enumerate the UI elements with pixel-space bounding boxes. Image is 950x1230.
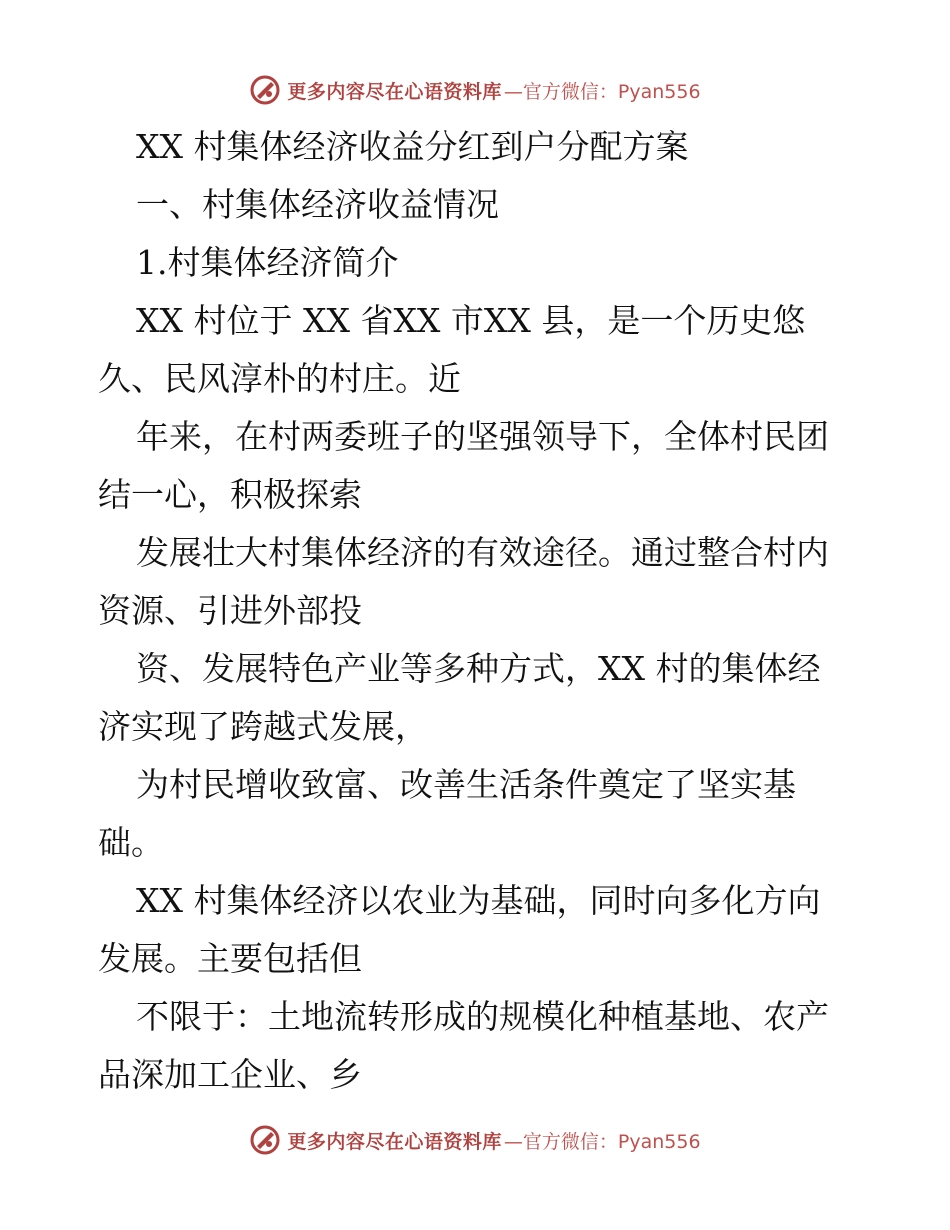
subsection-heading: 1.村集体经济简介 (136, 243, 399, 282)
banner-brand-text: 更多内容尽在心语资料库 (287, 80, 502, 103)
paragraph-line: 发展壮大村集体经济的有效途径。通过整合村内 (136, 533, 829, 572)
paragraph-line: XX 村集体经济以农业为基础，同时向多化方向 (136, 881, 821, 920)
brand-logo-icon (249, 1124, 281, 1156)
banner-wechat-text: —官方微信：Pyan556 (503, 80, 701, 103)
paragraph-line: 济实现了跨越式发展， (98, 707, 428, 746)
paragraph-line: 础。 (98, 823, 164, 862)
banner-brand-text: 更多内容尽在心语资料库 (287, 1130, 502, 1153)
paragraph-line: XX 村位于 XX 省XX 市XX 县，是一个历史悠 (136, 301, 806, 340)
banner-wechat-text: —官方微信：Pyan556 (503, 1130, 701, 1153)
section-heading: 一、村集体经济收益情况 (136, 185, 499, 224)
paragraph-line: 资、发展特色产业等多种方式，XX 村的集体经 (136, 649, 821, 688)
paragraph-line: 年来，在村两委班子的坚强领导下，全体村民团 (136, 417, 829, 456)
footer-banner (0, 1120, 950, 1160)
paragraph-line: 发展。主要包括但 (98, 939, 362, 978)
paragraph-line: 不限于：土地流转形成的规模化种植基地、农产 (136, 997, 829, 1036)
paragraph-line: 资源、引进外部投 (98, 591, 362, 630)
paragraph-line: 为村民增收致富、改善生活条件奠定了坚实基 (136, 765, 796, 804)
brand-logo-icon (249, 74, 281, 106)
header-banner (0, 70, 950, 110)
paragraph-line: 品深加工企业、乡 (98, 1055, 362, 1094)
doc-title: XX 村集体经济收益分红到户分配方案 (136, 127, 689, 166)
paragraph-line: 久、民风淳朴的村庄。近 (98, 359, 461, 398)
document-body (98, 118, 858, 1104)
paragraph-line: 结一心，积极探索 (98, 475, 362, 514)
